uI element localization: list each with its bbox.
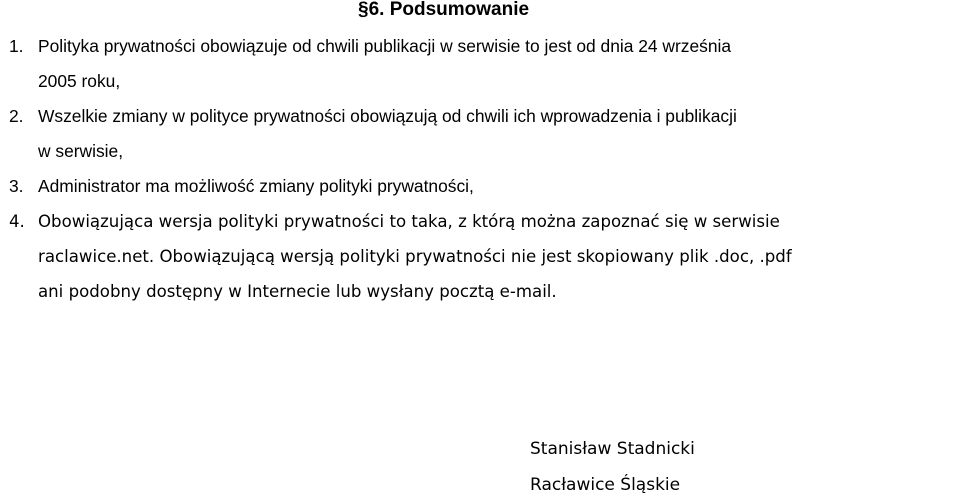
list-item-text: w serwisie, xyxy=(38,141,124,161)
list-item-number: 1. xyxy=(9,36,24,56)
list-item-text: 2005 roku, xyxy=(38,71,121,91)
list-item xyxy=(0,29,959,99)
signature-place: Racławice Śląskie xyxy=(530,475,681,495)
list-item-text: Administrator ma możliwość zmiany polityki prywatności, xyxy=(38,176,474,196)
list-item-number: 3. xyxy=(9,176,24,196)
list-item xyxy=(0,99,959,169)
list-item-number: 2. xyxy=(9,106,24,126)
list-item xyxy=(0,204,959,309)
signature-block xyxy=(530,431,695,503)
list-item-text: Polityka prywatności obowiązuje od chwili publikacji w serwisie to jest od dnia 24 września xyxy=(38,36,732,56)
section-title: §6. Podsumowanie xyxy=(358,0,530,20)
list-item-number: 4. xyxy=(9,212,25,231)
list-item-text: Obowiązująca wersja polityki prywatności to taka, z którą można zapoznać się w serwisie xyxy=(38,212,780,231)
list-item xyxy=(0,169,959,204)
signature-name: Stanisław Stadnicki xyxy=(530,439,695,459)
summary-list xyxy=(0,29,959,309)
list-item-text: Wszelkie zmiany w polityce prywatności obowiązują od chwili ich wprowadzenia i publikacji xyxy=(38,106,737,126)
list-item-text: raclawice.net. Obowiązującą wersją polityki prywatności nie jest skopiowany plik .doc, .pdf xyxy=(38,247,792,266)
list-item-text: ani podobny dostępny w Internecie lub wysłany pocztą e-mail. xyxy=(38,282,557,301)
